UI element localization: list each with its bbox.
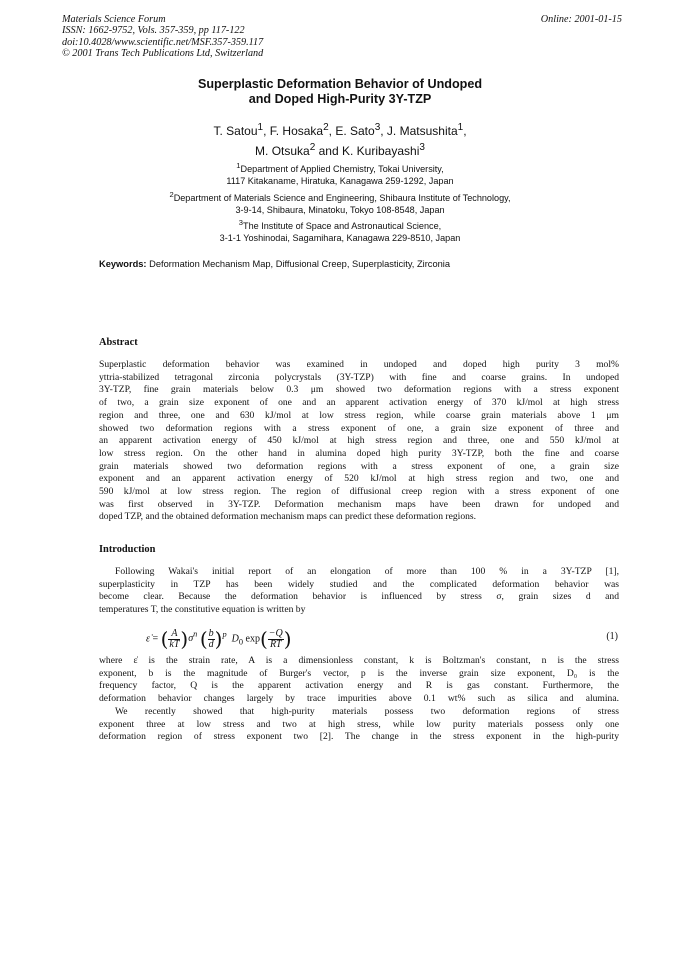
author-line-2: [60, 140, 620, 160]
text-line: yttria-stabilized tetragonal zirconia polycrystals (3Y-TZP) with fine and coarse grains. In undoped: [99, 371, 619, 383]
journal-header: [62, 14, 622, 60]
text-line: exponent and an apparent activation energy of 520 kJ/mol at high stress region and two, one and: [99, 473, 619, 485]
text-line: low stress region. On the other hand in alumina doped high purity 3Y-TZP, both the fine and coarse: [99, 447, 619, 459]
author-list: [60, 120, 620, 159]
author-separator: ,: [463, 124, 467, 138]
text-line: superplasticity in TZP has been widely studied and the complicated deformation behavior was: [99, 578, 619, 590]
affiliation-line: 1117 Kitakaname, Hiratuka, Kanagawa 259-1292, Japan: [226, 175, 454, 186]
author: J. Matsushita: [386, 124, 458, 138]
author-affiliation-mark: 2: [323, 122, 329, 133]
affiliation-line: 3-1-1 Yoshinodai, Sagamihara, Kanagawa 229-8510, Japan: [219, 232, 461, 243]
constitutive-equation: ε̇ = ( $\frac{A}{kT}$ )$\sigma^n$ ( $\frac{b}{d}$ )$^p$ $D_0$ exp( $\frac{-Q}{RT}$ ) (1): [146, 627, 618, 651]
text-line: exponent three at low stress and two at high stress, while low purity materials possess only one: [99, 718, 619, 730]
issn-line: ISSN: 1662-9752, Vols. 357-359, pp 117-122: [62, 25, 245, 37]
text-line: showed two deformation regions with a stress exponent of one, a grain size exponent of three and: [99, 422, 619, 434]
text-line: region and three, one and 630 kJ/mol at low stress region, while coarse grain materials above 1 μm: [99, 409, 619, 421]
introduction-paragraph-1: [99, 566, 619, 617]
text-line: grain materials showed two deformation regions with a stress exponent of one, a grain size: [99, 460, 619, 472]
author: M. Otsuka: [255, 143, 310, 158]
text-line: frequency factor, Q is the apparent activation energy and R is gas constant. Furthermore, the: [99, 680, 619, 692]
introduction-paragraph-2: [99, 655, 619, 706]
affiliation-mark: 3: [238, 218, 244, 227]
text-line: become clear. Because the deformation behavior is influenced by stress σ, grain sizes d and: [99, 591, 619, 603]
author: F. Hosaka: [269, 124, 324, 138]
text-line: 3Y-TZP, fine grain materials below 0.3 μm showed two deformation regions with a stress exponent: [99, 384, 619, 396]
author-affiliation-mark: 3: [419, 141, 425, 153]
introduction-heading: Introduction: [99, 544, 156, 555]
keywords-text: Deformation Mechanism Map, Diffusional Creep, Superplasticity, Zirconia: [149, 259, 451, 269]
paper-title: [60, 77, 620, 107]
title-line-1: Superplastic Deformation Behavior of Undoped: [197, 77, 483, 91]
text-line: exponent, b is the magnitude of Burger's vector, p is the inverse grain size exponent, D₀ is the: [99, 667, 619, 679]
author-separator: ,: [263, 124, 270, 138]
text-line: deformation behavior changes largely by trace impurities above 0.1 wt% such as silica and alumina.: [99, 693, 619, 705]
author: T. Satou: [213, 124, 258, 138]
doi-line: doi:10.4028/www.scientific.net/MSF.357-359.117: [62, 36, 264, 48]
text-line: where ε̇ is the strain rate, A is a dimensionless constant, k is Boltzman's constant, n is the stress: [99, 655, 619, 666]
text-line: was first observed in 3Y-TZP. Deformation mechanism maps have been drawn for undoped and: [99, 498, 619, 510]
text-line: an apparent activation energy of 450 kJ/mol at high stress region and three, one and 550 kJ/mol at: [99, 435, 619, 447]
affiliation-3: [60, 217, 620, 244]
text-line: deformation region of stress exponent two [2]. The change in the stress exponent in the high-purity: [99, 731, 619, 743]
author-separator: and: [315, 143, 342, 158]
affiliation-mark: 2: [169, 190, 174, 199]
text-line: of two, a grain size exponent of one and an apparent activation energy of 370 kJ/mol at high stress: [99, 397, 619, 409]
text-line: We recently showed that high-purity materials possess two deformation regions of stress: [115, 706, 619, 717]
author-affiliation-mark: 1: [257, 122, 264, 133]
introduction-paragraph-3: [99, 706, 619, 744]
author-separator: ,: [328, 124, 336, 138]
text-line: Superplastic deformation behavior was examined in undoped and doped high purity 3 mol%: [99, 359, 619, 370]
author: K. Kuribayashi: [342, 143, 420, 158]
title-line-2: and Doped High-Purity 3Y-TZP: [248, 92, 432, 106]
abstract-body: [99, 359, 619, 524]
text-line: Following Wakai's initial report of an elongation of more than 100 % in a 3Y-TZP [1],: [115, 566, 619, 577]
abstract-heading: Abstract: [99, 337, 138, 348]
author-separator: ,: [380, 124, 387, 138]
author-affiliation-mark: 1: [457, 122, 464, 133]
keywords: [99, 259, 619, 269]
affiliation-line: Department of Materials Science and Engineering, Shibaura Institute of Technology,: [173, 193, 511, 204]
author: E. Sato: [335, 124, 375, 138]
affiliation-line: 3-9-14, Shibaura, Minatoku, Tokyo 108-8548, Japan: [235, 204, 445, 215]
keywords-label: Keywords:: [99, 259, 147, 269]
affiliation-mark: 1: [236, 161, 241, 170]
text-line: 590 kJ/mol at low stress region. The region of diffusional creep region with a stress exponent of one: [99, 486, 619, 498]
online-date: Online: 2001-01-15: [540, 14, 622, 25]
author-affiliation-mark: 3: [374, 122, 381, 133]
copyright-line: © 2001 Trans Tech Publications Ltd, Switzerland: [62, 48, 264, 60]
affiliation-2: [60, 189, 620, 216]
affiliation-line: The Institute of Space and Astronautical Science,: [243, 221, 442, 232]
author-affiliation-mark: 2: [309, 141, 316, 153]
journal-name: Materials Science Forum: [62, 14, 166, 25]
author-line-1: [60, 120, 620, 140]
affiliation-1: [60, 160, 620, 187]
text-line: temperatures T, the constitutive equation is written by: [99, 604, 306, 616]
equation-number: (1): [606, 631, 618, 642]
text-line: doped TZP, and the obtained deformation mechanism maps can predict these deformation regions.: [99, 511, 477, 523]
affiliation-line: Department of Applied Chemistry, Tokai University,: [240, 164, 444, 175]
